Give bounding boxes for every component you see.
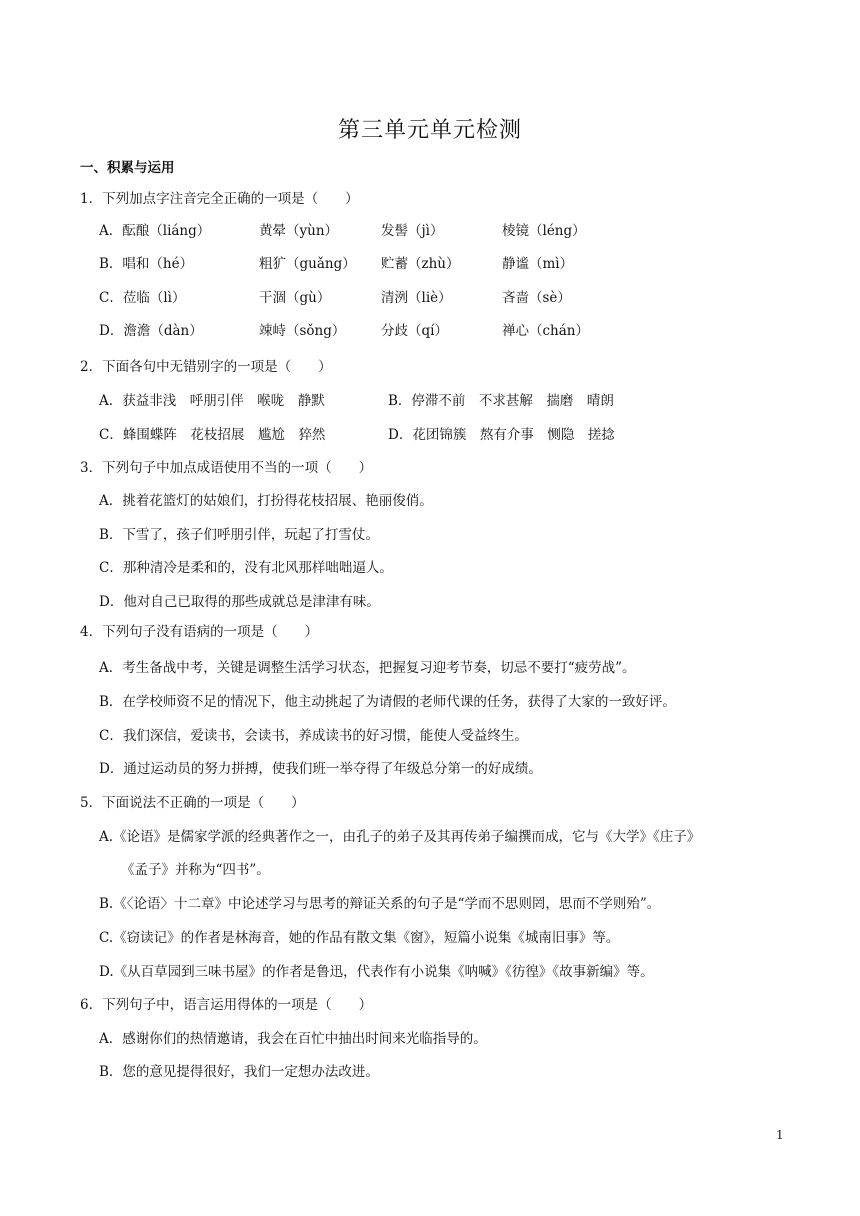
section-heading: 一、积累与运用 bbox=[80, 160, 175, 176]
q1-option-b-item-1: B．唱和（hé） bbox=[99, 256, 194, 272]
q1-option-b-item-3: 贮蓄（zhù） bbox=[381, 256, 460, 272]
q1-option-a-item-2: 黄晕（yùn） bbox=[259, 223, 339, 239]
q6-option-b: B．您的意见提得很好，我们一定想办法改进。 bbox=[99, 1064, 379, 1080]
q1-option-c-item-1: C．莅临（lì） bbox=[99, 290, 186, 306]
page-title: 第三单元单元检测 bbox=[337, 118, 522, 143]
q1-option-d-item-3: 分歧（qí） bbox=[381, 323, 448, 339]
q3-option-b: B．下雪了，孩子们呼朋引伴，玩起了打雪仗。 bbox=[99, 527, 379, 543]
q1-option-a-item-3: 发髻（jì） bbox=[381, 223, 444, 239]
q1-option-b-item-2: 粗犷（guǎng） bbox=[259, 256, 356, 272]
q5-option-a-line-1: A.《论语》是儒家学派的经典著作之一，由孔子的弟子及其再传弟子编撰而成，它与《大学》《庄子》 bbox=[99, 829, 701, 845]
q2-option-d: D．花团锦簇 熬有介事 恻隐 搓捻 bbox=[388, 427, 615, 443]
q5-option-c: C.《窃读记》的作者是林海音，她的作品有散文集《窗》，短篇小说集《城南旧事》等。 bbox=[99, 930, 620, 946]
q1-option-c-item-3: 清洌（liè） bbox=[381, 290, 452, 306]
page-number: 1 bbox=[776, 1128, 784, 1142]
q3-option-c: C．那种清冷是柔和的，没有北风那样咄咄逼人。 bbox=[99, 560, 393, 576]
q2-option-a: A．获益非浅 呼朋引伴 喉咙 静默 bbox=[99, 393, 325, 409]
q2-option-c: C．蜂围蝶阵 花枝招展 尴尬 猝然 bbox=[99, 427, 326, 443]
question-6-stem: 6．下列句子中，语言运用得体的一项是（ ） bbox=[80, 997, 373, 1013]
question-1-stem: 1．下列加点字注音完全正确的一项是（ ） bbox=[80, 191, 359, 207]
question-5-stem: 5．下面说法不正确的一项是（ ） bbox=[80, 795, 305, 811]
q1-option-d-item-4: 禅心（chán） bbox=[502, 323, 589, 339]
q2-option-b: B．停滞不前 不求甚解 揣磨 晴朗 bbox=[388, 393, 614, 409]
q4-option-a: A．考生备战中考，关键是调整生活学习状态，把握复习迎考节奏，切忌不要打“疲劳战”。 bbox=[99, 660, 636, 676]
q5-option-a-line-2: 《孟子》并称为“四书”。 bbox=[121, 862, 270, 878]
question-3-stem: 3．下列句子中加点成语使用不当的一项（ ） bbox=[80, 460, 373, 476]
q4-option-c: C．我们深信，爱读书，会读书，养成读书的好习惯，能使人受益终生。 bbox=[99, 728, 528, 744]
q4-option-b: B．在学校师资不足的情况下，他主动挑起了为请假的老师代课的任务，获得了大家的一致好评。 bbox=[99, 694, 676, 710]
q1-option-c-item-4: 吝啬（sè） bbox=[502, 290, 571, 306]
q3-option-a: A．挑着花篮灯的姑娘们，打扮得花枝招展、艳丽俊俏。 bbox=[99, 493, 433, 509]
q1-option-a-item-1: A．酝酿（liáng） bbox=[99, 223, 211, 239]
q3-option-d: D．他对自己已取得的那些成就总是津津有味。 bbox=[99, 594, 380, 610]
q1-option-d-item-2: 竦峙（sǒng） bbox=[259, 323, 346, 339]
q5-option-d: D.《从百草园到三味书屋》的作者是鲁迅，代表作有小说集《呐喊》《彷徨》《故事新编》等。 bbox=[99, 964, 654, 980]
q5-option-b: B.《〈论语〉十二章》中论述学习与思考的辩证关系的句子是“学而不思则罔，思而不学则殆”。 bbox=[99, 896, 661, 912]
q4-option-d: D．通过运动员的努力拼搏，使我们班一举夺得了年级总分第一的好成绩。 bbox=[99, 761, 542, 777]
question-2-stem: 2．下面各句中无错别字的一项是（ ） bbox=[80, 359, 332, 375]
q6-option-a: A．感谢你们的热情邀请，我会在百忙中抽出时间来光临指导的。 bbox=[99, 1031, 487, 1047]
q1-option-a-item-4: 棱镜（léng） bbox=[502, 223, 586, 239]
question-4-stem: 4．下列句子没有语病的一项是（ ） bbox=[80, 624, 319, 640]
q1-option-c-item-2: 干涸（gù） bbox=[259, 290, 331, 306]
q1-option-b-item-4: 静谧（mì） bbox=[502, 256, 574, 272]
q1-option-d-item-1: D．澹澹（dàn） bbox=[99, 323, 203, 339]
